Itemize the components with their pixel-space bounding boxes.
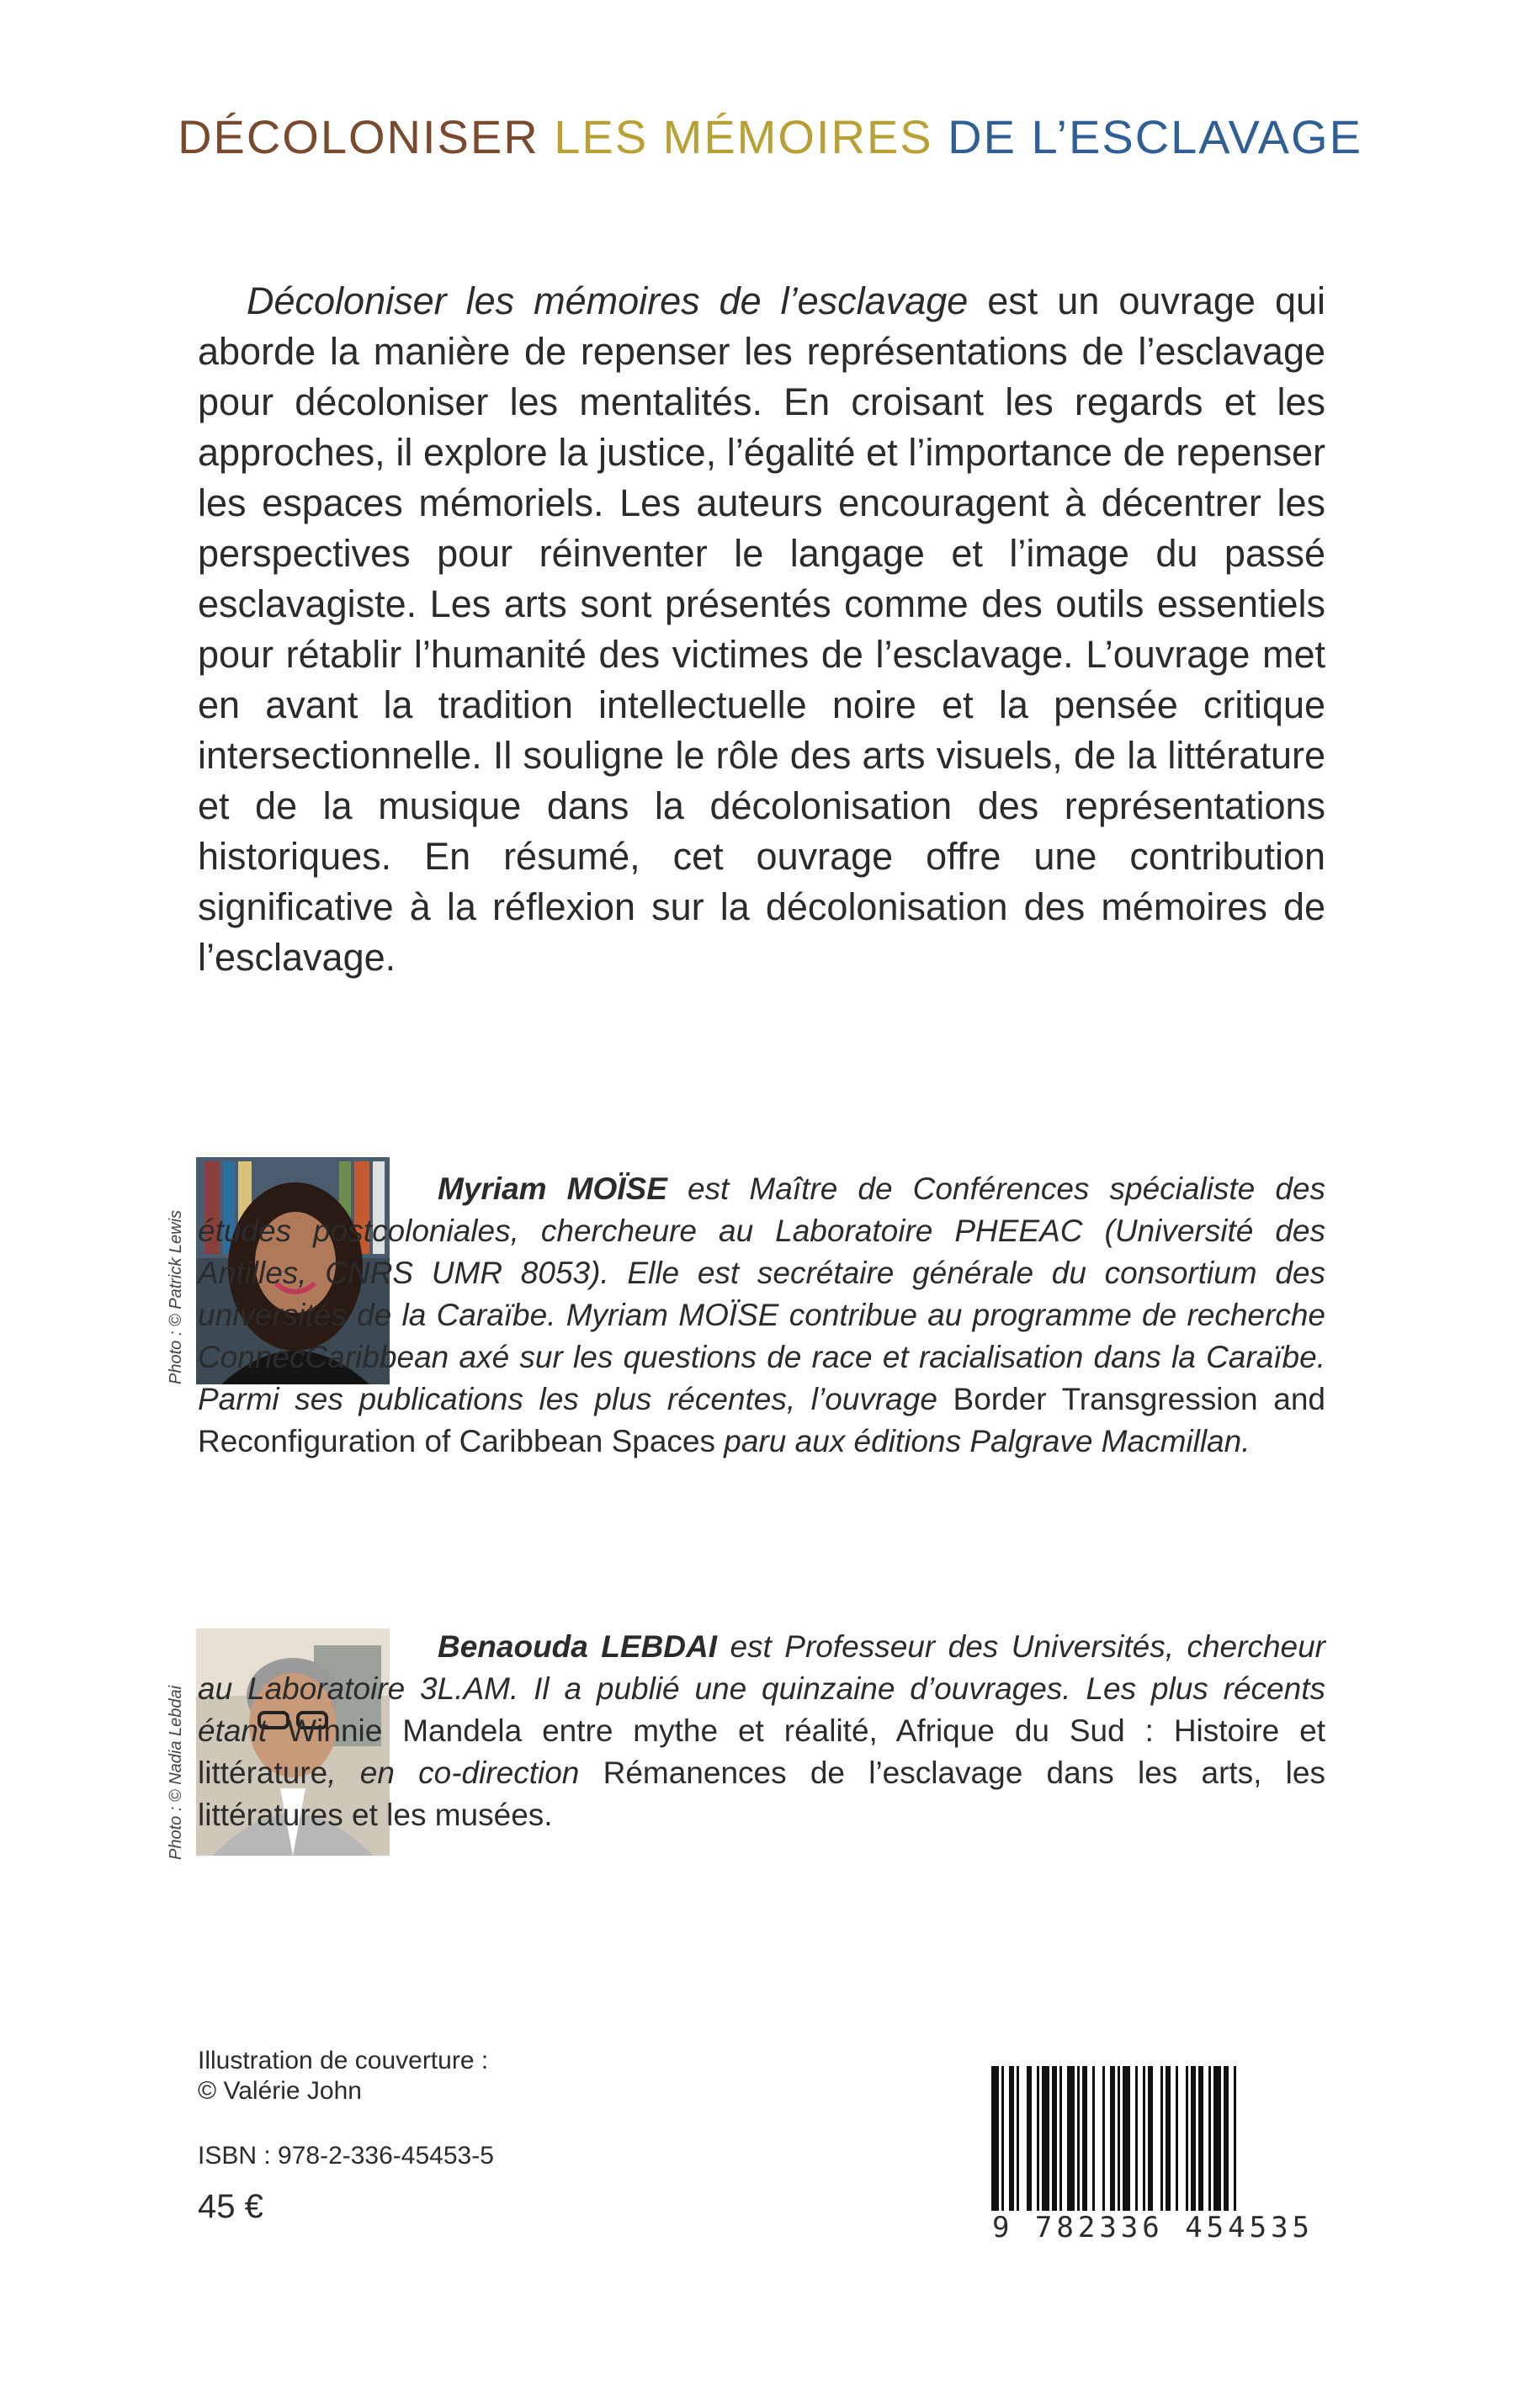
book-title <box>0 109 1540 164</box>
barcode-bar <box>1143 2066 1145 2213</box>
barcode-bar <box>1052 2066 1057 2213</box>
isbn: ISBN : 978-2-336-45453-5 <box>198 2142 494 2170</box>
author1-book-title: Border Transgression and Reconfiguration of Caribbean Spaces <box>198 1382 1325 1458</box>
illustration-credit-line1: Illustration de couverture : <box>198 2047 489 2074</box>
barcode-bar <box>1135 2066 1138 2213</box>
title-part-memoires: LES MÉMOIRES <box>554 110 948 163</box>
price: 45 € <box>198 2188 263 2225</box>
barcode-bar <box>1224 2066 1229 2213</box>
barcode-bar <box>1110 2066 1115 2213</box>
barcode-bar <box>1208 2066 1211 2213</box>
author2-book1-title: Winnie Mandela entre mythe et réalité, Afrique du Sud : Histoire et littérature <box>198 1713 1326 1790</box>
title-part-esclavage: DE L’ESCLAVAGE <box>948 110 1362 163</box>
author1-photo-credit: Photo : © Patrick Lewis <box>167 1209 185 1384</box>
author2-book2-title: Rémanences de l’esclavage dans les arts, les littératures et les musées. <box>198 1756 1325 1832</box>
barcode-bar <box>1037 2066 1039 2213</box>
barcode-bar <box>1198 2066 1203 2213</box>
barcode-bar <box>1102 2066 1105 2213</box>
barcode-bar <box>1148 2066 1153 2213</box>
barcode-bar <box>1077 2066 1080 2213</box>
author1-name: Myriam MOÏSE <box>438 1171 667 1206</box>
barcode-bar <box>1059 2066 1062 2213</box>
book-summary <box>198 276 1325 983</box>
barcode <box>976 2066 1330 2243</box>
barcode-bar <box>1186 2066 1188 2213</box>
author2-bio-part1: est Professeur des Universités, chercheur au Laboratoire 3L.AM. Il a publié une quinzaine d’ouvrages. Les plus récents étant <box>198 1629 1325 1748</box>
barcode-bar <box>1001 2066 1004 2234</box>
author1-bio-part1: est Maître de Conférences spécialiste des études postcoloniales, chercheure au Laboratoire PHEEAC (Université des Antilles, CNRS UMR 8053). Elle est secrétaire générale du consortium des universités de la Caraïbe. Myriam MOÏSE contribue au programme de recherche ConnecCaribbean axé sur les questions de race et racialisation dans la Caraïbe. Parmi ses publications les plus récentes, l’ouvrage <box>198 1171 1325 1416</box>
summary-italic-title: Décoloniser les mémoires de l’esclavage <box>247 279 969 322</box>
barcode-bar <box>1042 2066 1049 2213</box>
barcode-bar <box>1191 2066 1196 2213</box>
title-part-decoloniser: DÉCOLONISER <box>178 110 555 163</box>
author2-name: Benaouda LEBDAI <box>438 1629 718 1664</box>
barcode-bar <box>1082 2066 1087 2213</box>
barcode-bar <box>1027 2066 1032 2213</box>
illustration-credit-line2: © Valérie John <box>198 2077 362 2105</box>
author2-bio-part2: , en co-direction <box>327 1756 603 1790</box>
barcode-bar <box>1160 2066 1163 2213</box>
author1-bio-part2: paru aux éditions Palgrave Macmillan. <box>715 1424 1251 1458</box>
barcode-bar <box>1176 2066 1178 2213</box>
barcode-bar <box>1166 2066 1171 2213</box>
author1-bio <box>198 1168 1325 1463</box>
author2-photo-credit: Photo : © Nadia Lebdai <box>167 1685 185 1860</box>
summary-text: est un ouvrage qui aborde la manière de repenser les représentations de l’esclavage pour décoloniser les mentalités. En croisant les regards et les approches, il explore la justice, l’égalité et l’importance de repenser les espaces mémoriels. Les auteurs encouragent à décentrer les perspectives pour réinventer le langage et l’image du passé esclavagiste. Les arts sont présentés comme des outils essentiels pour rétablir l’humanité des victimes de l’esclavage. L’ouvrage met en avant la tradition intellectuelle noire et la pensée critique intersectionnelle. Il souligne le rôle des arts visuels, de la littérature et de la musique dans la décolonisation des représentations historiques. En résumé, cet ouvrage offre une contribution significative à la réflexion sur la décolonisation des mémoires de l’esclavage. <box>198 279 1325 979</box>
barcode-bar <box>1234 2066 1236 2234</box>
barcode-bar <box>991 2066 999 2234</box>
barcode-bar <box>1067 2066 1075 2213</box>
barcode-digits: 9 782336 454535 <box>968 2211 1338 2244</box>
barcode-bar <box>1123 2066 1130 2213</box>
barcode-bar <box>1017 2066 1019 2213</box>
barcode-bar <box>1118 2066 1120 2234</box>
author2-bio <box>198 1626 1325 1836</box>
barcode-bar <box>1092 2066 1095 2213</box>
barcode-bar <box>1009 2066 1014 2213</box>
barcode-bar <box>1213 2066 1221 2213</box>
